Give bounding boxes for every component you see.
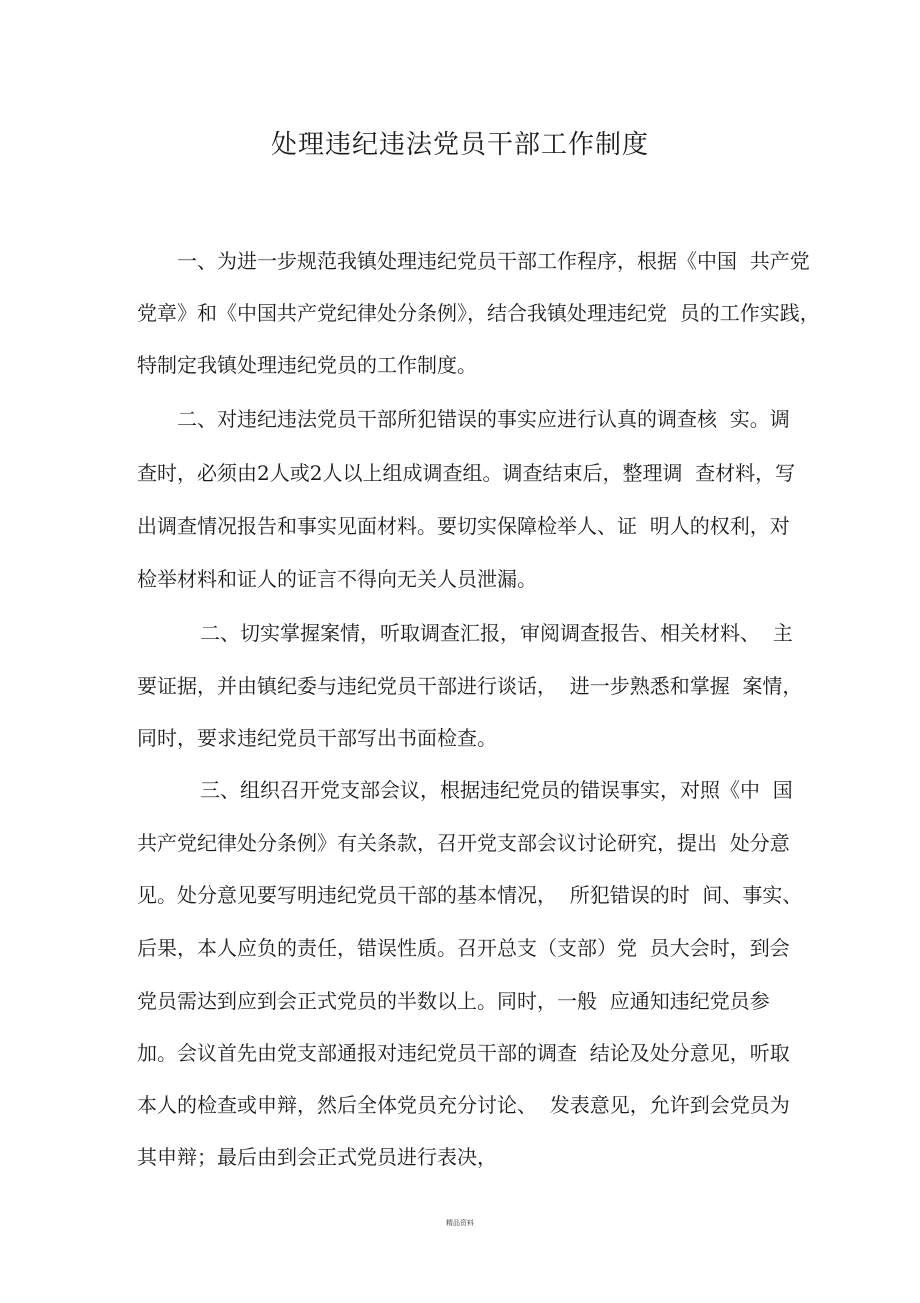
paragraph-2-line-2: 查时，必须由2人或2人以上组成调查组。调查结束后，整理调 查材料，写 [137, 461, 796, 485]
document-title: 处理违纪违法党员干部工作制度 [270, 130, 649, 160]
paragraph-1-line-1: 一、为进一步规范我镇处理违纪党员干部工作程序，根据《中国 共产党 [177, 249, 810, 273]
paragraph-4-line-7: 本人的检查或申辩，然后全体党员充分讨论、 发表意见，允许到会党员为 [137, 1093, 790, 1117]
paragraph-1-line-3: 特制定我镇处理违纪党员的工作制度。 [137, 353, 477, 377]
paragraph-1-line-2: 党章》和《中国共产党纪律处分条例》，结合我镇处理违纪党 员的工作实践， [137, 301, 820, 325]
paragraph-4-line-4: 后果，本人应负的责任，错误性质。召开总支（支部）党 员大会时，到会 [137, 936, 790, 960]
paragraph-3-line-3: 同时，要求违纪党员干部写出书面检查。 [137, 726, 497, 750]
paragraph-4-line-1: 三、组织召开党支部会议，根据违纪党员的错误事实，对照《中 国 [200, 778, 793, 802]
paragraph-4-line-5: 党员需达到应到会正式党员的半数以上。同时，一般 应通知违纪党员参 [137, 989, 770, 1013]
paragraph-2-line-4: 检举材料和证人的证言不得向无关人员泄漏。 [137, 567, 537, 591]
paragraph-4-line-6: 加。会议首先由党支部通报对违纪党员干部的调查 结论及处分意见，听取 [137, 1041, 790, 1065]
paragraph-4-line-8: 其申辩；最后由到会正式党员进行表决， [137, 1145, 497, 1169]
paragraph-3-line-2: 要证据，并由镇纪委与违纪党员干部进行谈话， 进一步熟悉和掌握 案情， [137, 674, 803, 698]
paragraph-2-line-3: 出调查情况报告和事实见面材料。要切实保障检举人、证 明人的权利，对 [137, 514, 790, 538]
paragraph-4-line-2: 共产党纪律处分条例》有关条款，召开党支部会议讨论研究，提出 处分意 [137, 831, 790, 855]
paragraph-4-line-3: 见。处分意见要写明违纪党员干部的基本情况， 所犯错误的时 间、事实、 [137, 883, 803, 907]
page-footer: 精品资料 [446, 1219, 474, 1227]
paragraph-3-line-1: 二、切实掌握案情，听取调查汇报，审阅调查报告、相关材料、 主 [200, 621, 793, 645]
paragraph-2-line-1: 二、对违纪违法党员干部所犯错误的事实应进行认真的调查核 实。调 [177, 407, 790, 431]
